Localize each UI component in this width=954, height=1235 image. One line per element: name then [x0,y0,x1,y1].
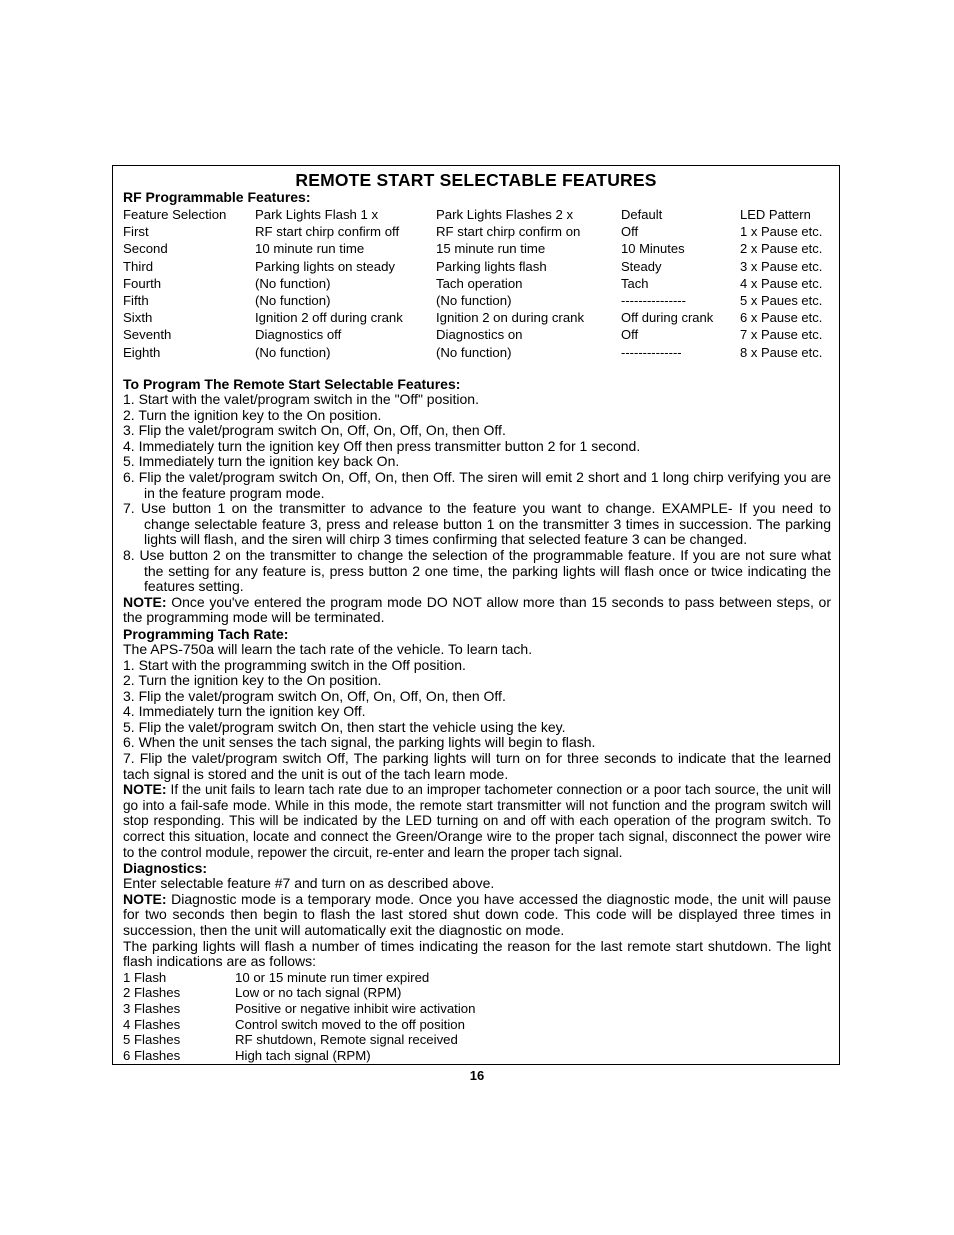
feature-cell: Parking lights on steady [255,258,396,274]
feature-cell: 4 x Pause etc. [740,275,823,291]
feature-cell: Parking lights flash [436,258,547,274]
flash-count: 4 Flashes [123,1016,181,1032]
feature-cell: Ignition 2 on during crank [436,310,585,326]
note-label: NOTE: [123,593,167,610]
feature-cell: -------------- [621,344,682,360]
flash-code-row [123,970,831,986]
note-tach [123,782,831,860]
tach-step: 7. Flip the valet/program switch Off, The parking lights will turn on for three seconds to indicate that the learned tach signal is stored and the unit is out of the tach learn mode. [123,750,831,782]
program-step: 7. Use button 1 on the transmitter to advance to the feature you want to change. EXAMPLE- If you need to change selectable feature 3, press and release button 1 on the transmitter 3 times in succession. The parking lights will flash, and the siren will chirp 3 times confirming that selected feature 3 can be changed. [123,500,831,548]
feature-cell: 15 minute run time [436,241,546,257]
flash-code-row [123,985,831,1001]
flash-count: 6 Flashes [123,1047,181,1063]
flash-reason: RF shutdown, Remote signal received [235,1032,458,1048]
flash-code-row [123,1032,831,1048]
feature-cell: Off during crank [621,310,714,326]
feature-cell: Tach operation [436,275,523,291]
feature-cell: 3 x Pause etc. [740,258,823,274]
note-text: Diagnostic mode is a temporary mode. Once you have accessed the diagnostic mode, the unit will pause for two seconds then begin to flash the last stored shut down code. This code will be displayed three times in succession, then the unit will automatically exit the diagnostic on mode. [123,890,831,938]
diagnostics-paragraph: The parking lights will flash a number of times indicating the reason for the last remote start shutdown. The light flash indications are as follows: [123,937,831,970]
feature-cell: 7 x Pause etc. [740,327,823,343]
feature-cell: 10 Minutes [621,241,685,257]
feature-cell: Third [123,258,154,274]
feature-cell: LED Pattern [740,207,811,222]
feature-cell: 2 x Pause etc. [740,241,823,257]
flash-reason: 10 or 15 minute run timer expired [235,969,430,985]
feature-cell: Eighth [123,344,161,360]
feature-cell: RF start chirp confirm on [436,224,581,240]
feature-cell: Feature Selection [123,207,227,222]
tach-step: 5. Flip the valet/program switch On, then start the vehicle using the key. [123,718,566,735]
feature-cell: (No function) [255,292,331,308]
feature-cell: Seventh [123,327,172,343]
program-steps [123,392,831,595]
feature-cell: Diagnostics off [255,327,342,343]
feature-cell: Diagnostics on [436,327,523,343]
program-step: 3. Flip the valet/program switch On, Off, On, Off, On, then Off. [123,422,506,439]
feature-column-default [621,206,713,361]
flash-reason: High tach signal (RPM) [235,1047,371,1063]
program-heading: To Program The Remote Start Selectable Features: [123,376,461,392]
feature-column-option1 [255,206,403,361]
diagnostics-intro: Enter selectable feature #7 and turn on as described above. [123,875,495,892]
program-step: 1. Start with the valet/program switch in the "Off" position. [123,391,479,407]
note-label: NOTE: [123,890,167,907]
tach-step: 4. Immediately turn the ignition key Off. [123,703,366,720]
feature-cell: Fourth [123,275,162,291]
feature-cell: Second [123,241,168,257]
flash-count: 2 Flashes [123,985,181,1001]
feature-cell: Park Lights Flash 1 x [255,207,379,222]
flash-reason: Low or no tach signal (RPM) [235,985,402,1001]
feature-cell: 6 x Pause etc. [740,310,823,326]
feature-cell: First [123,224,149,240]
feature-cell: 8 x Pause etc. [740,344,823,360]
rf-heading: RF Programmable Features: [123,189,311,205]
program-step: 5. Immediately turn the ignition key back On. [123,453,400,470]
feature-cell: --------------- [621,292,686,308]
flash-code-row [123,1048,831,1064]
flash-count: 5 Flashes [123,1032,181,1048]
note-diagnostics [123,892,831,939]
feature-column-selection [123,206,226,361]
tach-steps [123,658,831,783]
tach-step: 3. Flip the valet/program switch On, Off, On, Off, On, then Off. [123,687,506,704]
feature-cell: (No function) [436,344,512,360]
feature-cell: 5 x Paues etc. [740,292,823,308]
flash-reason: Control switch moved to the off position [235,1016,465,1032]
feature-cell: 1 x Pause etc. [740,224,823,240]
feature-column-option2 [436,206,584,361]
program-step: 8. Use button 2 on the transmitter to change the selection of the programmable feature. If you are not sure what the setting for any feature is, press button 2 one time, the parking lights will flash once or twice indicating the features setting. [123,546,831,595]
note-label: NOTE: [123,781,167,798]
content-body [123,189,831,1063]
flash-count: 3 Flashes [123,1000,181,1016]
tach-step: 2. Turn the ignition key to the On position. [123,672,382,689]
feature-cell: (No function) [255,344,331,360]
tach-intro: The APS-750a will learn the tach rate of the vehicle. To learn tach. [123,640,533,657]
feature-column-led [740,206,822,361]
flash-code-list [123,970,831,1064]
content-frame [112,165,840,1065]
tach-heading: Programming Tach Rate: [123,625,289,642]
feature-cell: Default [621,207,663,222]
program-step: 4. Immediately turn the ignition key Off then press transmitter button 2 for 1 second. [123,437,641,454]
program-step: 2. Turn the ignition key to the On position. [123,406,382,423]
flash-code-row [123,1001,831,1017]
feature-cell: Park Lights Flashes 2 x [436,207,574,222]
program-step: 6. Flip the valet/program switch On, Off, On, then Off. The siren will emit 2 short and 1 long chirp verifying you are in the feature program mode. [123,468,831,501]
note-text: If the unit fails to learn tach rate due to an improper tachometer connection or a poor tach source, the unit will go into a fail-safe mode. While in this mode, the remote start transmitter will not function and the program switch will stop responding. This will be indicated by the LED turning on and off with each operation of the program switch. To correct this situation, locate and connect the Green/Orange wire to the proper tach signal, disconnect the power wire to the control module, repower the circuit, re-enter and learn the proper tach signal. [123,782,831,860]
tach-step: 6. When the unit senses the tach signal, the parking lights will begin to flash. [123,734,596,751]
feature-cell: RF start chirp confirm off [255,224,400,240]
feature-cell: Fifth [123,292,149,308]
feature-cell: Steady [621,258,662,274]
feature-cell: (No function) [255,275,331,291]
flash-code-row [123,1017,831,1033]
flash-reason: Positive or negative inhibit wire activation [235,1000,476,1016]
page-number: 16 [469,1068,485,1083]
feature-cell: (No function) [436,292,512,308]
feature-cell: Ignition 2 off during crank [255,310,403,326]
flash-count: 1 Flash [123,969,167,985]
diagnostics-heading: Diagnostics: [123,860,208,877]
feature-cell: Sixth [123,310,153,326]
tach-step: 1. Start with the programming switch in the Off position. [123,656,466,673]
feature-table [123,205,831,376]
note-text: Once you've entered the program mode DO NOT allow more than 15 seconds to pass between steps, or the programming mode will be terminated. [123,593,831,626]
page-title: REMOTE START SELECTABLE FEATURES [295,170,657,190]
feature-cell: Tach [621,275,649,291]
note-program-mode [123,595,831,626]
feature-cell: Off [621,327,639,343]
feature-cell: 10 minute run time [255,241,365,257]
feature-cell: Off [621,224,639,240]
